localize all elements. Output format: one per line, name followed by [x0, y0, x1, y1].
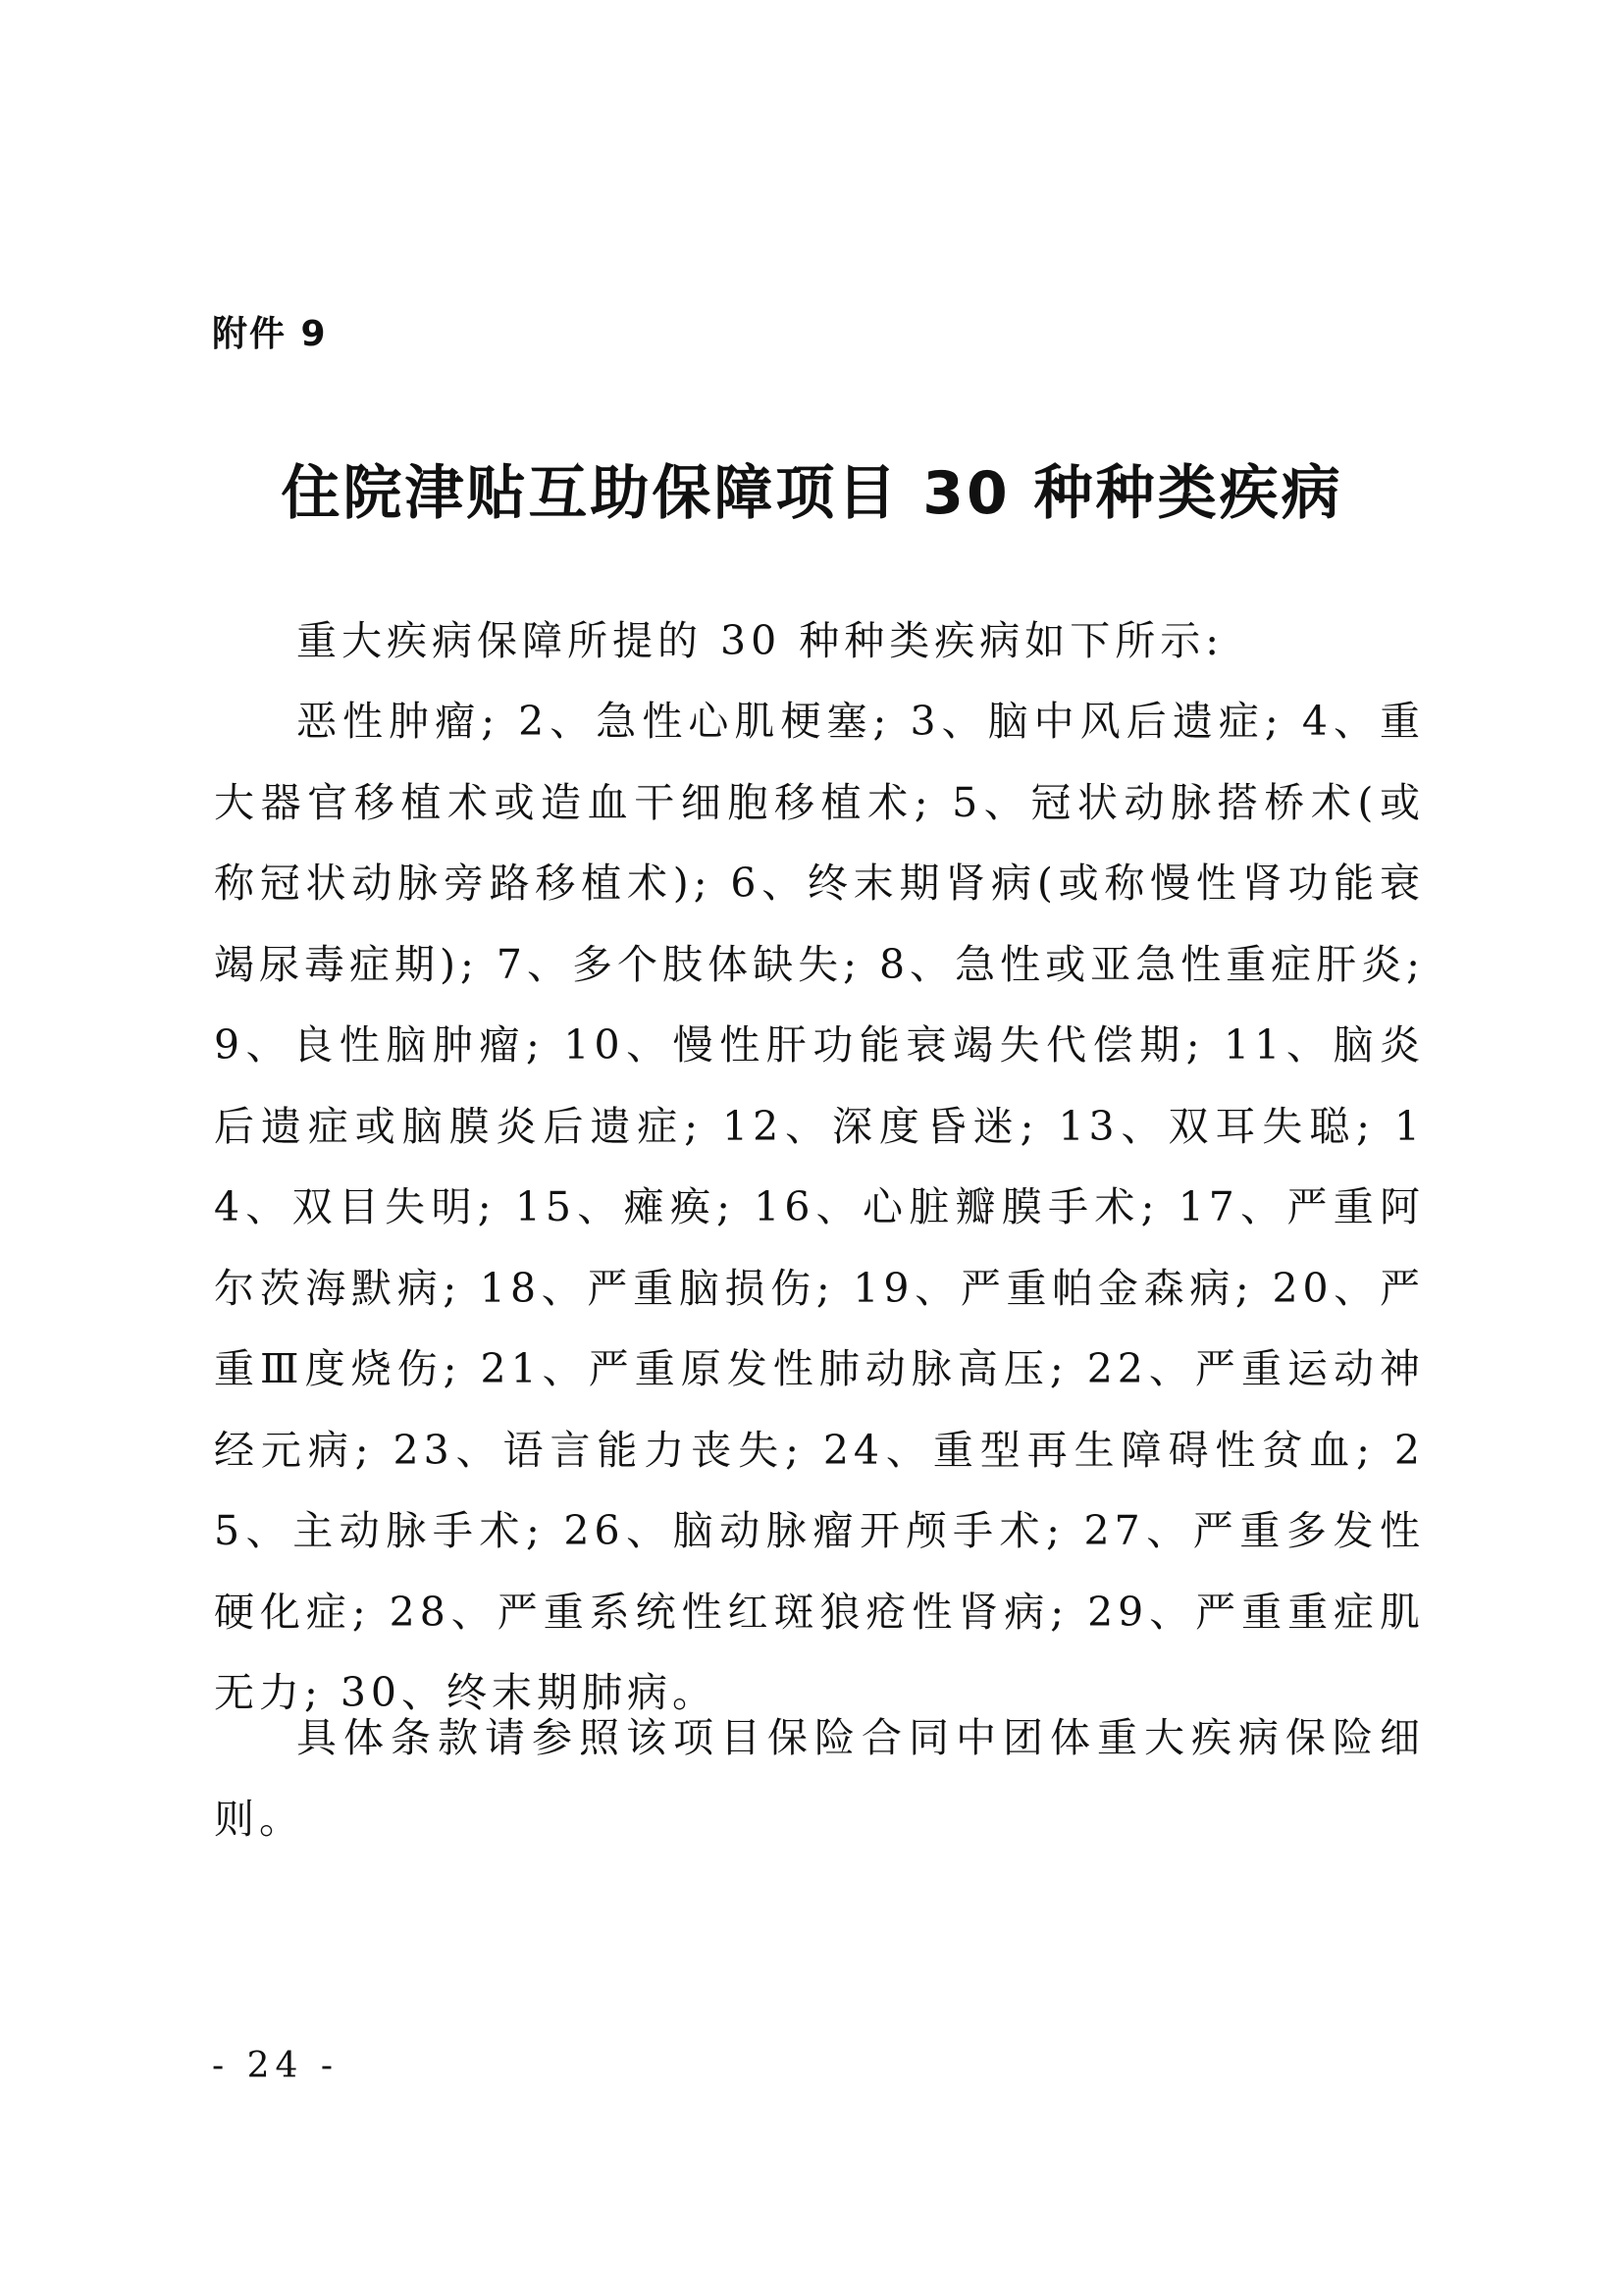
page-title: 住院津贴互助保障项目 30 种种类疾病	[281, 459, 1343, 528]
closing-paragraph: 具体条款请参照该项目保险合同中团体重大疾病保险细则。	[214, 1714, 1425, 1843]
attachment-label: 附件 9	[212, 314, 328, 354]
intro-paragraph: 重大疾病保障所提的 30 种种类疾病如下所示:	[296, 617, 1225, 664]
disease-list-paragraph: 恶性肿瘤; 2、急性心肌梗塞; 3、脑中风后遗症; 4、重大器官移植术或造血干细胞移植术; 5、冠状动脉搭桥术(或称冠状动脉旁路移植术); 6、终末期肾病(或称慢性肾功能衰竭尿毒症期); 7、多个肢体缺失; 8、急性或亚急性重症肝炎; 9、良性脑肿瘤; 10、慢性肝功能衰竭失代偿期; 11、脑炎后遗症或脑膜炎后遗症; 12、深度昏迷; 13、双耳失聪; 14、双目失明; 15、瘫痪; 16、心脏瓣膜手术; 17、严重阿尔茨海默病; 18、严重脑损伤; 19、严重帕金森病; 20、严重Ⅲ度烧伤; 21、严重原发性肺动脉高压; 22、严重运动神经元病; 23、语言能力丧失; 24、重型再生障碍性贫血; 25、主动脉手术; 26、脑动脉瘤开颅手术; 27、严重多发性硬化症; 28、严重系统性红斑狼疮性肾病; 29、严重重症肌无力; 30、终末期肺病。	[214, 698, 1425, 1716]
page-number: - 24 -	[212, 2046, 340, 2086]
